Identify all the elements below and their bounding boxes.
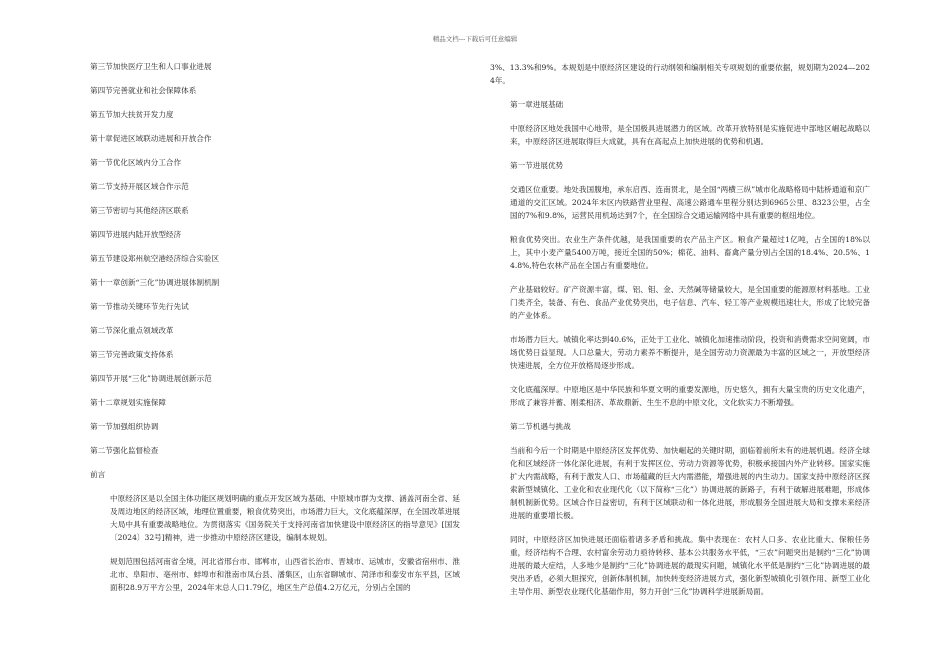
left-column xyxy=(90,60,460,605)
toc-item: 第一节优化区域内分工合作 xyxy=(90,158,182,167)
toc-item: 第二节支持开展区域合作示范 xyxy=(90,182,189,191)
toc-item: 第四节开展“三化”协调进展创新示范 xyxy=(90,374,212,383)
body-paragraph-6: 文化底蕴深厚。中原地区是中华民族和华夏文明的重要发源地，历史悠久，拥有大量宝贵的历史文化遗产，形成了兼容并蓄、刚柔相济、革故鼎新、生生不息的中原文化，文化软实力不断增强。 xyxy=(510,385,870,407)
body-paragraph-3: 粮食优势突出。农业生产条件优越，是我国重要的农产品主产区。粮食产量超过1亿吨，占全国的18%以上，其中小麦产量5400万吨，接近全国的50%；棉花、油料、畜禽产量分别占全国的18.4%、20.5%、14.8%,特色农林产品在全国占有重要地位。 xyxy=(510,235,870,270)
toc-item: 第十一章创新“三化”协调进展体制机制 xyxy=(90,278,220,287)
continued-paragraph: 3%、13.3%和9%。本规划是中原经济区建设的行动纲领和编制相关专项规划的重要依据，规划期为2024—2024年。 xyxy=(490,63,870,85)
intro-paragraph-1: 中原经济区是以全国主体功能区规划明确的重点开发区域为基础、中原城市群为支撑、涵盖河南全省、延及周边地区的经济区域，地理位置重要，粮食优势突出，市场潜力巨大，文化底蕴深厚，在全国改革进展大局中具有重要战略地位。为贯彻落实《国务院关于支持河南省加快建设中原经济区的指导意见》[国发〔2024〕32号]精神，进一步推动中原经济区建设，编制本规划。 xyxy=(110,494,460,542)
toc-item: 第五节加大扶贫开发力度 xyxy=(90,110,174,119)
toc-item: 第一节加强组织协调 xyxy=(90,422,159,431)
section-heading-1: 第一节进展优势 xyxy=(510,161,564,170)
body-paragraph-8: 同时，中原经济区加快进展还面临着诸多矛盾和挑战。集中表现在：农村人口多、农业比重大、保粮任务重，经济结构不合理、农村富余劳动力亟待转移、基本公共服务水平低，“三农”问题突出是制约“三化”协调进展的最大症结，人多地少是制约“三化”协调进展的最现实问题，城镇化水平低是制约“三化”协调进展的最突出矛盾，必须大胆探究，创新体制机制，加快转变经济进展方式，强化新型城镇化引领作用、新型工业化主导作用、新型农业现代化基础作用，努力开创“三化”协调科学进展新局面。 xyxy=(510,535,870,596)
toc-item: 第三节加快医疗卫生和人口事业进展 xyxy=(90,62,212,71)
toc-item: 第四节完善就业和社会保障体系 xyxy=(90,86,197,95)
toc-item: 第三节密切与其他经济区联系 xyxy=(90,206,189,215)
body-paragraph-2: 交通区位重要。地处我国腹地，承东启西、连南贯北，是全国“两横三纵”城市化战略格局中陆桥通道和京广通道的交汇区域。2024年末区内铁路营业里程、高速公路通车里程分别达到6965公里、8323公里，占全国的7%和9.8%，运营民用机场达到7个，在全国综合交通运输网络中具有重要的枢纽地位。 xyxy=(510,185,870,220)
toc-item: 第十章促进区域联动进展和开放合作 xyxy=(90,134,212,143)
section-heading-2: 第二节机遇与挑战 xyxy=(510,422,571,431)
toc-item: 第十二章规划实施保障 xyxy=(90,398,166,407)
toc-item: 第二节强化监督检查 xyxy=(90,446,159,455)
toc-item: 第四节进展内陆开放型经济 xyxy=(90,230,182,239)
page-header: 精品文档---下载后可任意编辑 xyxy=(432,35,518,43)
body-paragraph-1: 中原经济区地处我国中心地带，是全国极具进展潜力的区域。改革开放特别是实施促进中部地区崛起战略以来，中原经济区进展取得巨大成就，具有在高起点上加快进展的优势和机遇。 xyxy=(510,124,870,146)
body-paragraph-5: 市场潜力巨大。城镇化率达到40.6%，正处于工业化、城镇化加速推动阶段，投资和消费需求空间宽阔，市场优势日益显现。人口总量大，劳动力素养不断提升，是全国劳动力资源最为丰富的区域之一，开放型经济快速进展，全方位开放格局逐步形成。 xyxy=(510,335,870,370)
chapter-heading: 第一章进展基础 xyxy=(510,100,564,109)
right-column xyxy=(490,60,870,609)
toc-item: 第五节建设郑州航空港经济综合实验区 xyxy=(90,254,220,263)
intro-paragraph-2: 规划范围包括河南省全境，河北省邢台市、邯郸市，山西省长治市、晋城市、运城市，安徽省宿州市、淮北市、阜阳市、亳州市、蚌埠市和淮南市凤台县、潘集区，山东省聊城市、菏泽市和泰安市东平县，区域面积28.9万平方公里，2024年末总人口1.79亿，地区生产总值4.2万亿元，分别占全国的 xyxy=(110,557,460,592)
toc-item: 第一节推动关键环节先行先试 xyxy=(90,302,189,311)
table-of-contents xyxy=(90,60,460,481)
body-paragraph-4: 产业基础较好。矿产资源丰富，煤、铝、钼、金、天然碱等储量较大，是全国重要的能源原材料基地。工业门类齐全，装备、有色、食品产业优势突出，电子信息、汽车、轻工等产业规模迅速壮大，形成了比较完备的产业体系。 xyxy=(510,285,870,320)
toc-item: 第二节深化重点领域改革 xyxy=(90,326,174,335)
toc-item: 前言 xyxy=(90,470,106,479)
toc-item: 第三节完善政策支持体系 xyxy=(90,350,174,359)
body-paragraph-7: 当前和今后一个时期是中原经济区发挥优势、加快崛起的关键时期，面临着前所未有的进展机遇。经济全球化和区域经济一体化深化进展，有利于发挥区位、劳动力资源等优势，积极承接国内外产业转移。国家实施扩大内需战略，有利于激发人口、市场蕴藏的巨大内需潜能，增强进展的内生动力。国家支持中原经济区探索新型城镇化、工业化和农业现代化（以下简称“三化”）协调进展的新路子，有利于破解进展难题，形成体制机制新优势。区域合作日益密切，有利于区域联动和一体化进展，形成服务全国进展大局和支撑未来经济进展的重要增长极。 xyxy=(510,446,870,520)
